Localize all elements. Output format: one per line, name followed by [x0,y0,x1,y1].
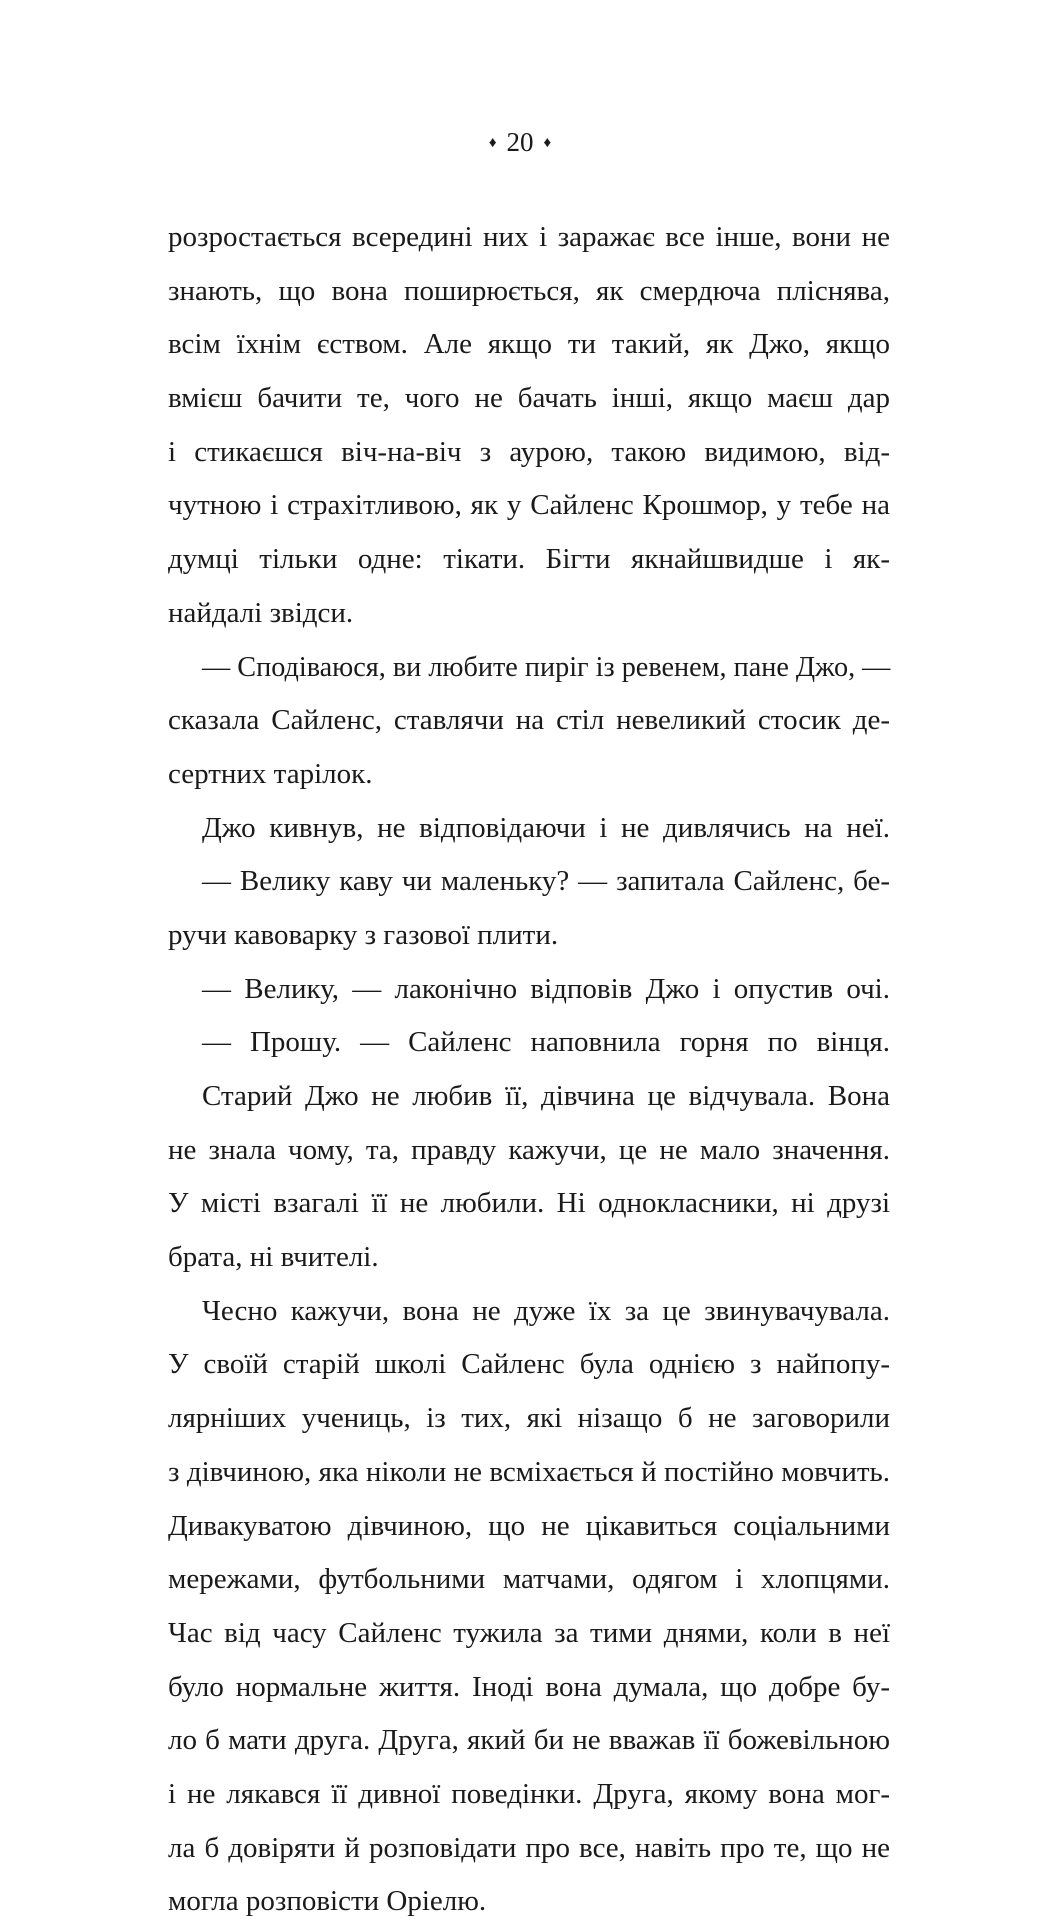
page-header [0,124,1040,161]
text-line: вмієш бачити те, чого не бачать інші, якщо маєш дар [168,382,890,415]
text-line: з дівчиною, яка ніколи не всміхається й постійно мовчить. [168,1455,890,1488]
text-line: Дивакуватою дівчиною, що не цікавиться соціальними [168,1509,890,1542]
diamond-ornament-right-icon: ♦ [543,135,552,151]
text-line: сказала Сайленс, ставлячи на стіл невеликий стосик де- [168,704,890,737]
text-line: і стикаєшся віч-на-віч з аурою, такою видимою, від- [168,435,890,468]
text-line: всім їхнім єством. Але якщо ти такий, як Джо, якщо [168,328,890,361]
text-line: розростається всередині них і заражає все інше, вони не [168,221,890,253]
text-line: було нормальне життя. Іноді вона думала, що добре бу- [168,1670,890,1703]
text-line: думці тільки одне: тікати. Бігти якнайшвидше і як- [168,543,890,576]
text-line: найдалі звідси. [168,596,354,629]
text-line: ручи кавоварку з газової плити. [168,918,559,951]
dialogue-line: — Сподіваюся, ви любите пиріг із ревенем, пане Джо, — [202,651,891,683]
text-line: знають, що вона поширюється, як смердюча пліснява, [168,274,890,307]
text-line: брата, ні вчителі. [168,1241,379,1274]
text-line: Старий Джо не любив її, дівчина це відчувала. Вона [202,1080,890,1112]
text-line: У своїй старій школі Сайленс була однією з найпопу- [168,1348,890,1381]
body-text [168,211,890,1929]
diamond-ornament-left-icon: ♦ [488,135,497,151]
text-line: Джо кивнув, не відповідаючи і не дивлячись на неї. [202,811,890,844]
text-line: не знала чому, та, правду кажучи, це не мало значення. [168,1133,890,1166]
text-line: Час від часу Сайленс тужила за тими днями, коли в неї [168,1616,890,1649]
text-line: сертних тарілок. [168,757,373,790]
text-line: могла розповісти Оріелю. [168,1885,487,1918]
text-line: мережами, футбольними матчами, одягом і хлопцями. [168,1563,890,1596]
text-line: У місті взагалі її не любили. Ні однокласники, ні друзі [168,1187,890,1220]
page-number: 20 [506,127,534,157]
text-line: ла б довіряти й розповідати про все, навіть про те, що не [168,1831,890,1864]
dialogue-line: — Велику каву чи маленьку? — запитала Сайленс, бе- [202,865,890,898]
text-line: ло б мати друга. Друга, який би не вважав її божевільною [168,1724,890,1757]
dialogue-line: — Велику, — лаконічно відповів Джо і опустив очі. [202,972,890,1005]
text-line: лярніших учениць, із тих, які нізащо б не заговорили [168,1402,890,1435]
text-line: Чесно кажучи, вона не дуже їх за це звинувачувала. [202,1294,890,1327]
text-line: і не лякався її дивної поведінки. Друга, якому вона мог- [168,1777,890,1810]
text-line: чутною і страхітливою, як у Сайленс Крошмор, у тебе на [168,489,890,522]
dialogue-line: — Прошу. — Сайленс наповнила горня по вінця. [202,1026,890,1059]
